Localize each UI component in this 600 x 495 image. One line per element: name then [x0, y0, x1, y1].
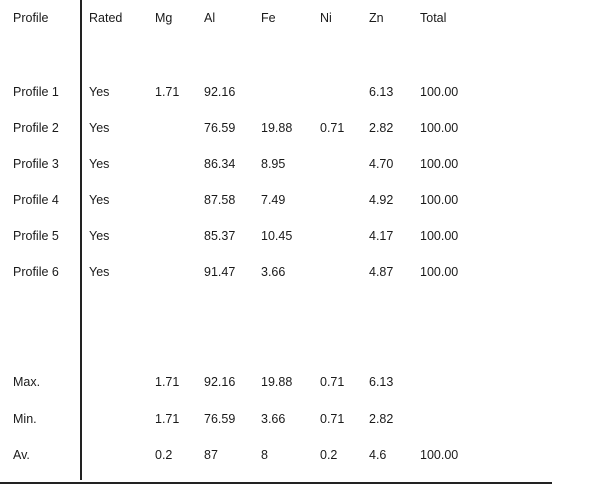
header-mg: Mg	[155, 11, 173, 25]
cell-zn: 4.87	[369, 265, 394, 279]
cell-zn: 2.82	[369, 412, 394, 426]
cell-rated: Yes	[89, 229, 110, 243]
cell-mg: 1.71	[155, 375, 180, 389]
cell-zn: 4.70	[369, 157, 394, 171]
table-header	[0, 8, 600, 28]
cell-profile: Profile 2	[13, 121, 59, 135]
cell-profile: Profile 1	[13, 85, 59, 99]
cell-stat-label: Av.	[13, 448, 30, 462]
cell-total: 100.00	[420, 121, 459, 135]
header-rated: Rated	[89, 11, 123, 25]
cell-ni: 0.71	[320, 375, 345, 389]
cell-total: 100.00	[420, 265, 459, 279]
summary-row-max	[0, 372, 600, 392]
cell-rated: Yes	[89, 193, 110, 207]
cell-rated: Yes	[89, 121, 110, 135]
cell-zn: 4.92	[369, 193, 394, 207]
summary-row-average	[0, 445, 600, 465]
cell-al: 91.47	[204, 265, 236, 279]
table-row	[0, 154, 600, 174]
cell-stat-label: Min.	[13, 412, 37, 426]
summary-row-min	[0, 409, 600, 429]
cell-ni: 0.71	[320, 412, 345, 426]
header-al: Al	[204, 11, 216, 25]
cell-total: 100.00	[420, 448, 459, 462]
header-fe: Fe	[261, 11, 276, 25]
header-total: Total	[420, 11, 447, 25]
cell-profile: Profile 3	[13, 157, 59, 171]
table-bottom-rule	[0, 482, 552, 484]
cell-profile: Profile 4	[13, 193, 59, 207]
table-row	[0, 118, 600, 138]
cell-zn: 4.6	[369, 448, 387, 462]
cell-total: 100.00	[420, 193, 459, 207]
cell-profile: Profile 6	[13, 265, 59, 279]
cell-fe: 10.45	[261, 229, 293, 243]
cell-fe: 8	[261, 448, 268, 462]
cell-total: 100.00	[420, 157, 459, 171]
cell-total: 100.00	[420, 85, 459, 99]
cell-fe: 3.66	[261, 265, 286, 279]
cell-al: 92.16	[204, 375, 236, 389]
cell-al: 86.34	[204, 157, 236, 171]
cell-al: 87.58	[204, 193, 236, 207]
cell-al: 76.59	[204, 121, 236, 135]
cell-al: 85.37	[204, 229, 236, 243]
cell-rated: Yes	[89, 85, 110, 99]
header-zn: Zn	[369, 11, 384, 25]
cell-rated: Yes	[89, 265, 110, 279]
cell-ni: 0.2	[320, 448, 338, 462]
cell-zn: 6.13	[369, 85, 394, 99]
cell-zn: 4.17	[369, 229, 394, 243]
table-row	[0, 226, 600, 246]
cell-ni: 0.71	[320, 121, 345, 135]
header-profile: Profile	[13, 11, 49, 25]
cell-fe: 8.95	[261, 157, 286, 171]
cell-fe: 19.88	[261, 121, 293, 135]
cell-mg: 0.2	[155, 448, 173, 462]
cell-zn: 6.13	[369, 375, 394, 389]
cell-fe: 3.66	[261, 412, 286, 426]
header-ni: Ni	[320, 11, 332, 25]
cell-fe: 19.88	[261, 375, 293, 389]
table-row	[0, 190, 600, 210]
cell-fe: 7.49	[261, 193, 286, 207]
cell-mg: 1.71	[155, 85, 180, 99]
table-row	[0, 82, 600, 102]
cell-profile: Profile 5	[13, 229, 59, 243]
cell-total: 100.00	[420, 229, 459, 243]
cell-al: 76.59	[204, 412, 236, 426]
cell-mg: 1.71	[155, 412, 180, 426]
cell-stat-label: Max.	[13, 375, 41, 389]
cell-rated: Yes	[89, 157, 110, 171]
table-row	[0, 262, 600, 282]
cell-zn: 2.82	[369, 121, 394, 135]
cell-al: 92.16	[204, 85, 236, 99]
cell-al: 87	[204, 448, 218, 462]
